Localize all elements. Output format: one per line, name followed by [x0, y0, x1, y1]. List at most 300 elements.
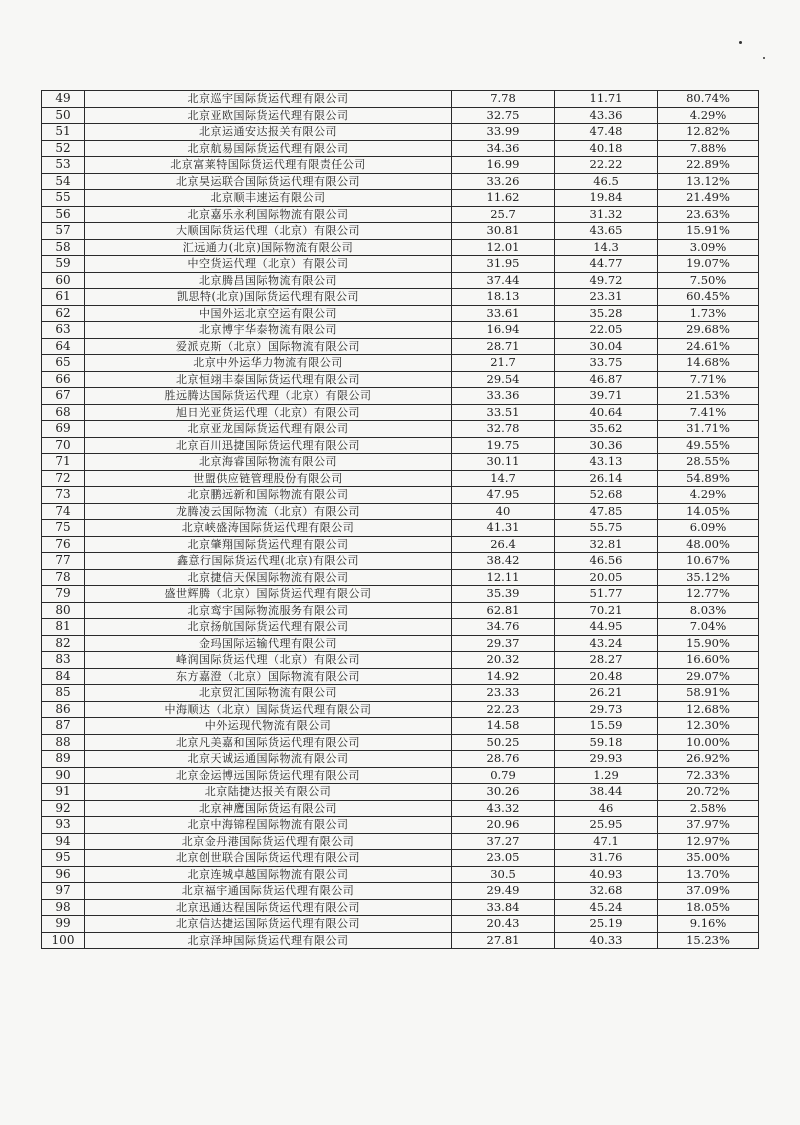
row-number: 75 [42, 520, 85, 537]
table-row [42, 223, 759, 240]
percentage: 60.45% [658, 289, 759, 306]
value-2: 40.93 [555, 866, 658, 883]
percentage: 16.60% [658, 652, 759, 669]
table-row [42, 553, 759, 570]
row-number: 86 [42, 701, 85, 718]
table-row [42, 256, 759, 273]
value-1: 30.5 [452, 866, 555, 883]
percentage: 15.90% [658, 635, 759, 652]
company-name: 中空货运代理（北京）有限公司 [85, 256, 452, 273]
company-name: 北京陆捷达报关有限公司 [85, 784, 452, 801]
company-name: 北京肇翔国际货运代理有限公司 [85, 536, 452, 553]
row-number: 52 [42, 140, 85, 157]
percentage: 35.00% [658, 850, 759, 867]
percentage: 12.30% [658, 718, 759, 735]
row-number: 50 [42, 107, 85, 124]
table-row [42, 107, 759, 124]
value-2: 40.33 [555, 932, 658, 949]
value-1: 38.42 [452, 553, 555, 570]
value-1: 16.94 [452, 322, 555, 339]
company-name: 北京天诚运通国际物流有限公司 [85, 751, 452, 768]
value-2: 31.76 [555, 850, 658, 867]
percentage: 9.16% [658, 916, 759, 933]
row-number: 94 [42, 833, 85, 850]
value-2: 30.04 [555, 338, 658, 355]
row-number: 61 [42, 289, 85, 306]
percentage: 29.68% [658, 322, 759, 339]
company-name: 北京泽坤国际货运代理有限公司 [85, 932, 452, 949]
table-row [42, 421, 759, 438]
value-2: 15.59 [555, 718, 658, 735]
row-number: 70 [42, 437, 85, 454]
percentage: 28.55% [658, 454, 759, 471]
row-number: 97 [42, 883, 85, 900]
row-number: 83 [42, 652, 85, 669]
value-2: 1.29 [555, 767, 658, 784]
value-1: 62.81 [452, 602, 555, 619]
value-2: 47.1 [555, 833, 658, 850]
table-row [42, 883, 759, 900]
value-2: 55.75 [555, 520, 658, 537]
row-number: 73 [42, 487, 85, 504]
row-number: 63 [42, 322, 85, 339]
table-row [42, 454, 759, 471]
row-number: 72 [42, 470, 85, 487]
value-2: 44.77 [555, 256, 658, 273]
value-1: 23.33 [452, 685, 555, 702]
value-1: 20.96 [452, 817, 555, 834]
table-row [42, 305, 759, 322]
company-name: 北京金运博远国际货运代理有限公司 [85, 767, 452, 784]
row-number: 84 [42, 668, 85, 685]
value-1: 32.78 [452, 421, 555, 438]
value-1: 33.61 [452, 305, 555, 322]
value-2: 26.21 [555, 685, 658, 702]
table-row [42, 701, 759, 718]
table-row [42, 322, 759, 339]
table-row [42, 635, 759, 652]
company-name: 大顺国际货运代理（北京）有限公司 [85, 223, 452, 240]
percentage: 14.05% [658, 503, 759, 520]
row-number: 99 [42, 916, 85, 933]
value-2: 43.24 [555, 635, 658, 652]
table-row [42, 371, 759, 388]
value-2: 49.72 [555, 272, 658, 289]
company-name: 北京昊运联合国际货运代理有限公司 [85, 173, 452, 190]
value-1: 34.76 [452, 619, 555, 636]
table-row [42, 718, 759, 735]
percentage: 10.67% [658, 553, 759, 570]
company-name: 北京恒翊丰泰国际货运代理有限公司 [85, 371, 452, 388]
row-number: 53 [42, 157, 85, 174]
value-2: 30.36 [555, 437, 658, 454]
percentage: 12.77% [658, 586, 759, 603]
value-2: 40.64 [555, 404, 658, 421]
value-2: 25.19 [555, 916, 658, 933]
percentage: 4.29% [658, 107, 759, 124]
percentage: 35.12% [658, 569, 759, 586]
table-row [42, 437, 759, 454]
company-name: 中外运现代物流有限公司 [85, 718, 452, 735]
table-row [42, 289, 759, 306]
value-1: 27.81 [452, 932, 555, 949]
value-1: 33.84 [452, 899, 555, 916]
value-1: 37.27 [452, 833, 555, 850]
table-row [42, 899, 759, 916]
row-number: 64 [42, 338, 85, 355]
value-2: 43.65 [555, 223, 658, 240]
row-number: 96 [42, 866, 85, 883]
value-1: 12.01 [452, 239, 555, 256]
value-1: 22.23 [452, 701, 555, 718]
percentage: 13.12% [658, 173, 759, 190]
value-2: 45.24 [555, 899, 658, 916]
table-row [42, 833, 759, 850]
row-number: 100 [42, 932, 85, 949]
value-1: 50.25 [452, 734, 555, 751]
row-number: 60 [42, 272, 85, 289]
value-2: 39.71 [555, 388, 658, 405]
row-number: 51 [42, 124, 85, 141]
table-row [42, 916, 759, 933]
value-1: 20.32 [452, 652, 555, 669]
table-row [42, 206, 759, 223]
table-row [42, 751, 759, 768]
company-name: 北京亚欧国际货运代理有限公司 [85, 107, 452, 124]
company-name: 旭日光亚货运代理（北京）有限公司 [85, 404, 452, 421]
row-number: 78 [42, 569, 85, 586]
row-number: 68 [42, 404, 85, 421]
value-1: 20.43 [452, 916, 555, 933]
percentage: 21.49% [658, 190, 759, 207]
company-name: 北京顺丰速运有限公司 [85, 190, 452, 207]
company-name: 峰润国际货运代理（北京）有限公司 [85, 652, 452, 669]
company-name: 北京富莱特国际货运代理有限责任公司 [85, 157, 452, 174]
table-row [42, 470, 759, 487]
percentage: 29.07% [658, 668, 759, 685]
company-name: 北京扬航国际货运代理有限公司 [85, 619, 452, 636]
table-row [42, 619, 759, 636]
value-2: 31.32 [555, 206, 658, 223]
value-2: 33.75 [555, 355, 658, 372]
value-2: 11.71 [555, 91, 658, 108]
company-name: 北京嘉乐永利国际物流有限公司 [85, 206, 452, 223]
value-1: 33.51 [452, 404, 555, 421]
table-row [42, 140, 759, 157]
value-1: 30.11 [452, 454, 555, 471]
table-row [42, 487, 759, 504]
value-1: 31.95 [452, 256, 555, 273]
company-name: 北京贸汇国际物流有限公司 [85, 685, 452, 702]
value-2: 40.18 [555, 140, 658, 157]
table-row [42, 124, 759, 141]
value-1: 41.31 [452, 520, 555, 537]
value-1: 29.49 [452, 883, 555, 900]
table-row [42, 602, 759, 619]
value-1: 33.26 [452, 173, 555, 190]
table-row [42, 932, 759, 949]
value-2: 52.68 [555, 487, 658, 504]
table-row [42, 404, 759, 421]
row-number: 55 [42, 190, 85, 207]
value-1: 33.36 [452, 388, 555, 405]
value-2: 32.68 [555, 883, 658, 900]
row-number: 69 [42, 421, 85, 438]
company-name: 北京亚龙国际货运代理有限公司 [85, 421, 452, 438]
table-row [42, 784, 759, 801]
company-name: 东方嘉澄（北京）国际物流有限公司 [85, 668, 452, 685]
value-1: 7.78 [452, 91, 555, 108]
percentage: 37.97% [658, 817, 759, 834]
value-2: 51.77 [555, 586, 658, 603]
company-name: 中海顺达（北京）国际货运代理有限公司 [85, 701, 452, 718]
value-1: 11.62 [452, 190, 555, 207]
value-1: 40 [452, 503, 555, 520]
row-number: 58 [42, 239, 85, 256]
company-name: 北京创世联合国际货运代理有限公司 [85, 850, 452, 867]
row-number: 74 [42, 503, 85, 520]
row-number: 88 [42, 734, 85, 751]
table-body [42, 91, 759, 949]
value-1: 34.36 [452, 140, 555, 157]
percentage: 12.68% [658, 701, 759, 718]
company-data-table [41, 90, 759, 949]
value-2: 46.87 [555, 371, 658, 388]
value-1: 30.26 [452, 784, 555, 801]
value-2: 22.22 [555, 157, 658, 174]
value-2: 35.62 [555, 421, 658, 438]
value-1: 29.54 [452, 371, 555, 388]
row-number: 92 [42, 800, 85, 817]
row-number: 79 [42, 586, 85, 603]
table-row [42, 338, 759, 355]
row-number: 95 [42, 850, 85, 867]
value-1: 26.4 [452, 536, 555, 553]
company-name: 北京峡盛涛国际货运代理有限公司 [85, 520, 452, 537]
company-name: 中国外运北京空运有限公司 [85, 305, 452, 322]
percentage: 31.71% [658, 421, 759, 438]
row-number: 76 [42, 536, 85, 553]
value-2: 47.85 [555, 503, 658, 520]
scan-speck [739, 41, 742, 44]
company-name: 北京信达捷运国际货运代理有限公司 [85, 916, 452, 933]
row-number: 77 [42, 553, 85, 570]
company-name: 胜远腾达国际货运代理（北京）有限公司 [85, 388, 452, 405]
table-row [42, 569, 759, 586]
percentage: 7.04% [658, 619, 759, 636]
row-number: 57 [42, 223, 85, 240]
company-name: 北京中海锦程国际物流有限公司 [85, 817, 452, 834]
row-number: 89 [42, 751, 85, 768]
row-number: 56 [42, 206, 85, 223]
percentage: 18.05% [658, 899, 759, 916]
row-number: 66 [42, 371, 85, 388]
company-name: 鑫意行国际货运代理(北京)有限公司 [85, 553, 452, 570]
percentage: 12.97% [658, 833, 759, 850]
company-name: 北京捷信天保国际物流有限公司 [85, 569, 452, 586]
value-2: 19.84 [555, 190, 658, 207]
percentage: 58.91% [658, 685, 759, 702]
table-row [42, 536, 759, 553]
table-row [42, 586, 759, 603]
percentage: 24.61% [658, 338, 759, 355]
company-name: 北京鹏远新和国际物流有限公司 [85, 487, 452, 504]
value-1: 14.7 [452, 470, 555, 487]
percentage: 49.55% [658, 437, 759, 454]
company-name: 北京金丹港国际货运代理有限公司 [85, 833, 452, 850]
value-1: 28.76 [452, 751, 555, 768]
percentage: 6.09% [658, 520, 759, 537]
table-row [42, 388, 759, 405]
value-2: 38.44 [555, 784, 658, 801]
percentage: 14.68% [658, 355, 759, 372]
row-number: 80 [42, 602, 85, 619]
company-name: 北京凡美嘉和国际货运代理有限公司 [85, 734, 452, 751]
table-row [42, 173, 759, 190]
percentage: 26.92% [658, 751, 759, 768]
company-name: 龙腾凌云国际物流（北京）有限公司 [85, 503, 452, 520]
value-2: 46.5 [555, 173, 658, 190]
value-2: 23.31 [555, 289, 658, 306]
table-row [42, 866, 759, 883]
value-1: 23.05 [452, 850, 555, 867]
table-row [42, 520, 759, 537]
scan-speck [763, 57, 765, 59]
percentage: 2.58% [658, 800, 759, 817]
percentage: 4.29% [658, 487, 759, 504]
percentage: 48.00% [658, 536, 759, 553]
company-name: 世盟供应链管理股份有限公司 [85, 470, 452, 487]
value-1: 29.37 [452, 635, 555, 652]
company-name: 北京百川迅捷国际货运代理有限公司 [85, 437, 452, 454]
percentage: 13.70% [658, 866, 759, 883]
row-number: 82 [42, 635, 85, 652]
percentage: 7.41% [658, 404, 759, 421]
value-1: 14.92 [452, 668, 555, 685]
value-2: 28.27 [555, 652, 658, 669]
value-1: 25.7 [452, 206, 555, 223]
row-number: 93 [42, 817, 85, 834]
table-row [42, 355, 759, 372]
percentage: 54.89% [658, 470, 759, 487]
percentage: 7.50% [658, 272, 759, 289]
value-1: 12.11 [452, 569, 555, 586]
percentage: 7.71% [658, 371, 759, 388]
table-row [42, 850, 759, 867]
row-number: 54 [42, 173, 85, 190]
row-number: 85 [42, 685, 85, 702]
table-row [42, 157, 759, 174]
value-1: 35.39 [452, 586, 555, 603]
row-number: 49 [42, 91, 85, 108]
company-name: 北京鸾宇国际物流服务有限公司 [85, 602, 452, 619]
table-row [42, 91, 759, 108]
table-row [42, 652, 759, 669]
percentage: 1.73% [658, 305, 759, 322]
percentage: 12.82% [658, 124, 759, 141]
percentage: 8.03% [658, 602, 759, 619]
value-1: 33.99 [452, 124, 555, 141]
company-name: 北京腾昌国际物流有限公司 [85, 272, 452, 289]
company-name: 北京巡宇国际货运代理有限公司 [85, 91, 452, 108]
value-2: 29.73 [555, 701, 658, 718]
row-number: 90 [42, 767, 85, 784]
value-2: 43.36 [555, 107, 658, 124]
percentage: 80.74% [658, 91, 759, 108]
percentage: 15.91% [658, 223, 759, 240]
percentage: 72.33% [658, 767, 759, 784]
row-number: 98 [42, 899, 85, 916]
value-2: 35.28 [555, 305, 658, 322]
company-name: 北京神鹰国际货运有限公司 [85, 800, 452, 817]
value-1: 28.71 [452, 338, 555, 355]
percentage: 10.00% [658, 734, 759, 751]
value-2: 47.48 [555, 124, 658, 141]
company-name: 北京博宇华泰物流有限公司 [85, 322, 452, 339]
value-2: 70.21 [555, 602, 658, 619]
table-row [42, 734, 759, 751]
value-1: 30.81 [452, 223, 555, 240]
row-number: 59 [42, 256, 85, 273]
table-row [42, 767, 759, 784]
value-1: 19.75 [452, 437, 555, 454]
company-name: 北京迅通达程国际货运代理有限公司 [85, 899, 452, 916]
row-number: 67 [42, 388, 85, 405]
row-number: 71 [42, 454, 85, 471]
value-1: 37.44 [452, 272, 555, 289]
value-2: 26.14 [555, 470, 658, 487]
value-1: 47.95 [452, 487, 555, 504]
percentage: 23.63% [658, 206, 759, 223]
value-2: 46 [555, 800, 658, 817]
percentage: 3.09% [658, 239, 759, 256]
company-name: 金玛国际运输代理有限公司 [85, 635, 452, 652]
value-2: 59.18 [555, 734, 658, 751]
company-name: 北京福宇通国际货运代理有限公司 [85, 883, 452, 900]
company-name: 北京连城卓越国际物流有限公司 [85, 866, 452, 883]
value-1: 16.99 [452, 157, 555, 174]
value-1: 21.7 [452, 355, 555, 372]
table-row [42, 190, 759, 207]
value-1: 32.75 [452, 107, 555, 124]
value-2: 46.56 [555, 553, 658, 570]
table-row [42, 685, 759, 702]
value-2: 20.05 [555, 569, 658, 586]
percentage: 22.89% [658, 157, 759, 174]
value-2: 32.81 [555, 536, 658, 553]
value-1: 43.32 [452, 800, 555, 817]
value-2: 44.95 [555, 619, 658, 636]
percentage: 37.09% [658, 883, 759, 900]
value-2: 14.3 [555, 239, 658, 256]
company-name: 北京运通安达报关有限公司 [85, 124, 452, 141]
value-2: 29.93 [555, 751, 658, 768]
company-name: 爱派克斯（北京）国际物流有限公司 [85, 338, 452, 355]
row-number: 62 [42, 305, 85, 322]
company-name: 盛世辉腾（北京）国际货运代理有限公司 [85, 586, 452, 603]
row-number: 65 [42, 355, 85, 372]
table-row [42, 503, 759, 520]
company-name: 汇远通力(北京)国际物流有限公司 [85, 239, 452, 256]
company-name: 北京海睿国际物流有限公司 [85, 454, 452, 471]
percentage: 19.07% [658, 256, 759, 273]
table-row [42, 800, 759, 817]
percentage: 20.72% [658, 784, 759, 801]
row-number: 81 [42, 619, 85, 636]
row-number: 91 [42, 784, 85, 801]
company-name: 凯思特(北京)国际货运代理有限公司 [85, 289, 452, 306]
value-2: 25.95 [555, 817, 658, 834]
